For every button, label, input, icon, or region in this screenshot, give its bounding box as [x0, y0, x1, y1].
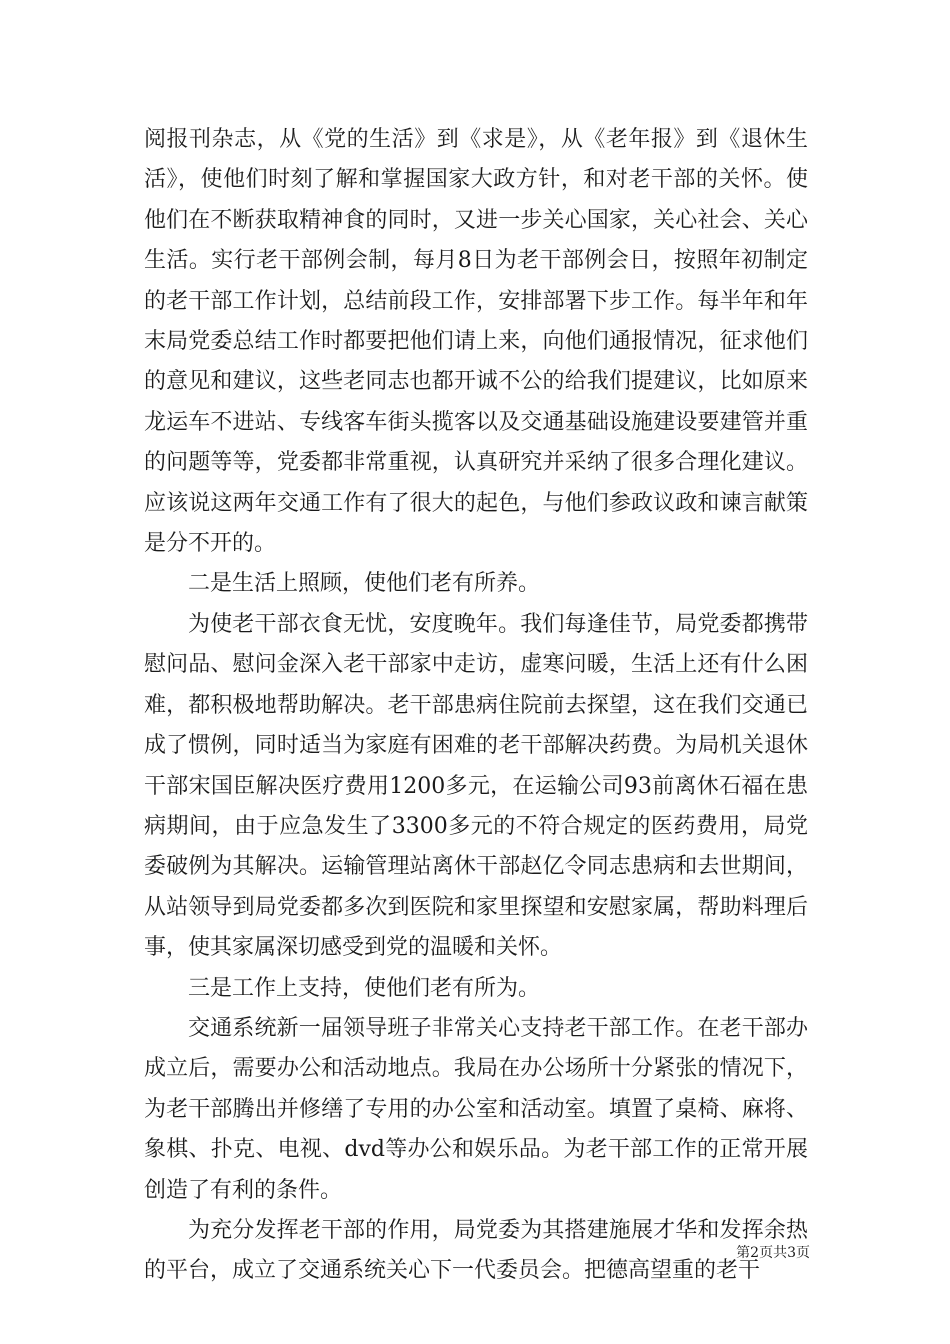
paragraph-5: 交通系统新一届领导班子非常关心支持老干部工作。在老干部办成立后，需要办公和活动地点。我局在办公场所十分紧张的情况下，为老干部腾出并修缮了专用的办公室和活动室。填置了桌椅、麻将、象棋、扑克、电视、dvd等办公和娱乐品。为老干部工作的正常开展创造了有利的条件。 — [144, 1015, 808, 1203]
paragraph-2-heading: 二是生活上照顾，使他们老有所养。 — [188, 571, 541, 597]
body-text — [144, 120, 808, 1292]
paragraph-4-heading: 三是工作上支持，使他们老有所为。 — [188, 975, 541, 1001]
paragraph-1: 阅报刊杂志，从《党的生活》到《求是》，从《老年报》到《退休生活》，使他们时刻了解和掌握国家大政方针，和对老干部的关怀。使他们在不断获取精神食的同时，又进一步关心国家，关心社会、关心生活。实行老干部例会制，每月8日为老干部例会日，按照年初制定的老干部工作计划，总结前段工作，安排部署下步工作。每半年和年末局党委总结工作时都要把他们请上来，向他们通报情况，征求他们的意见和建议，这些老同志也都开诚不公的给我们提建议，比如原来龙运车不进站、专线客车街头揽客以及交通基础设施建设要建管并重的问题等等，党委都非常重视，认真研究并采纳了很多合理化建议。应该说这两年交通工作有了很大的起色，与他们参政议政和谏言献策是分不开的。 — [144, 127, 808, 557]
page-number-footer: 第2页共3页 — [736, 1245, 810, 1261]
paragraph-6: 为充分发挥老干部的作用，局党委为其搭建施展才华和发挥余热的平台，成立了交通系统关心下一代委员会。把德高望重的老干 — [144, 1217, 808, 1284]
paragraph-3: 为使老干部衣食无忧，安度晚年。我们每逢佳节，局党委都携带慰问品、慰问金深入老干部家中走访，虚寒问暖，生活上还有什么困难，都积极地帮助解决。老干部患病住院前去探望，这在我们交通已成了惯例，同时适当为家庭有困难的老干部解决药费。为局机关退休干部宋国臣解决医疗费用1200多元，在运输公司93前离休石福在患病期间，由于应急发生了3300多元的不符合规定的医药费用，局党委破例为其解决。运输管理站离休干部赵亿令同志患病和去世期间，从站领导到局党委都多次到医院和家里探望和安慰家属，帮助料理后事，使其家属深切感受到党的温暖和关怀。 — [144, 611, 808, 961]
